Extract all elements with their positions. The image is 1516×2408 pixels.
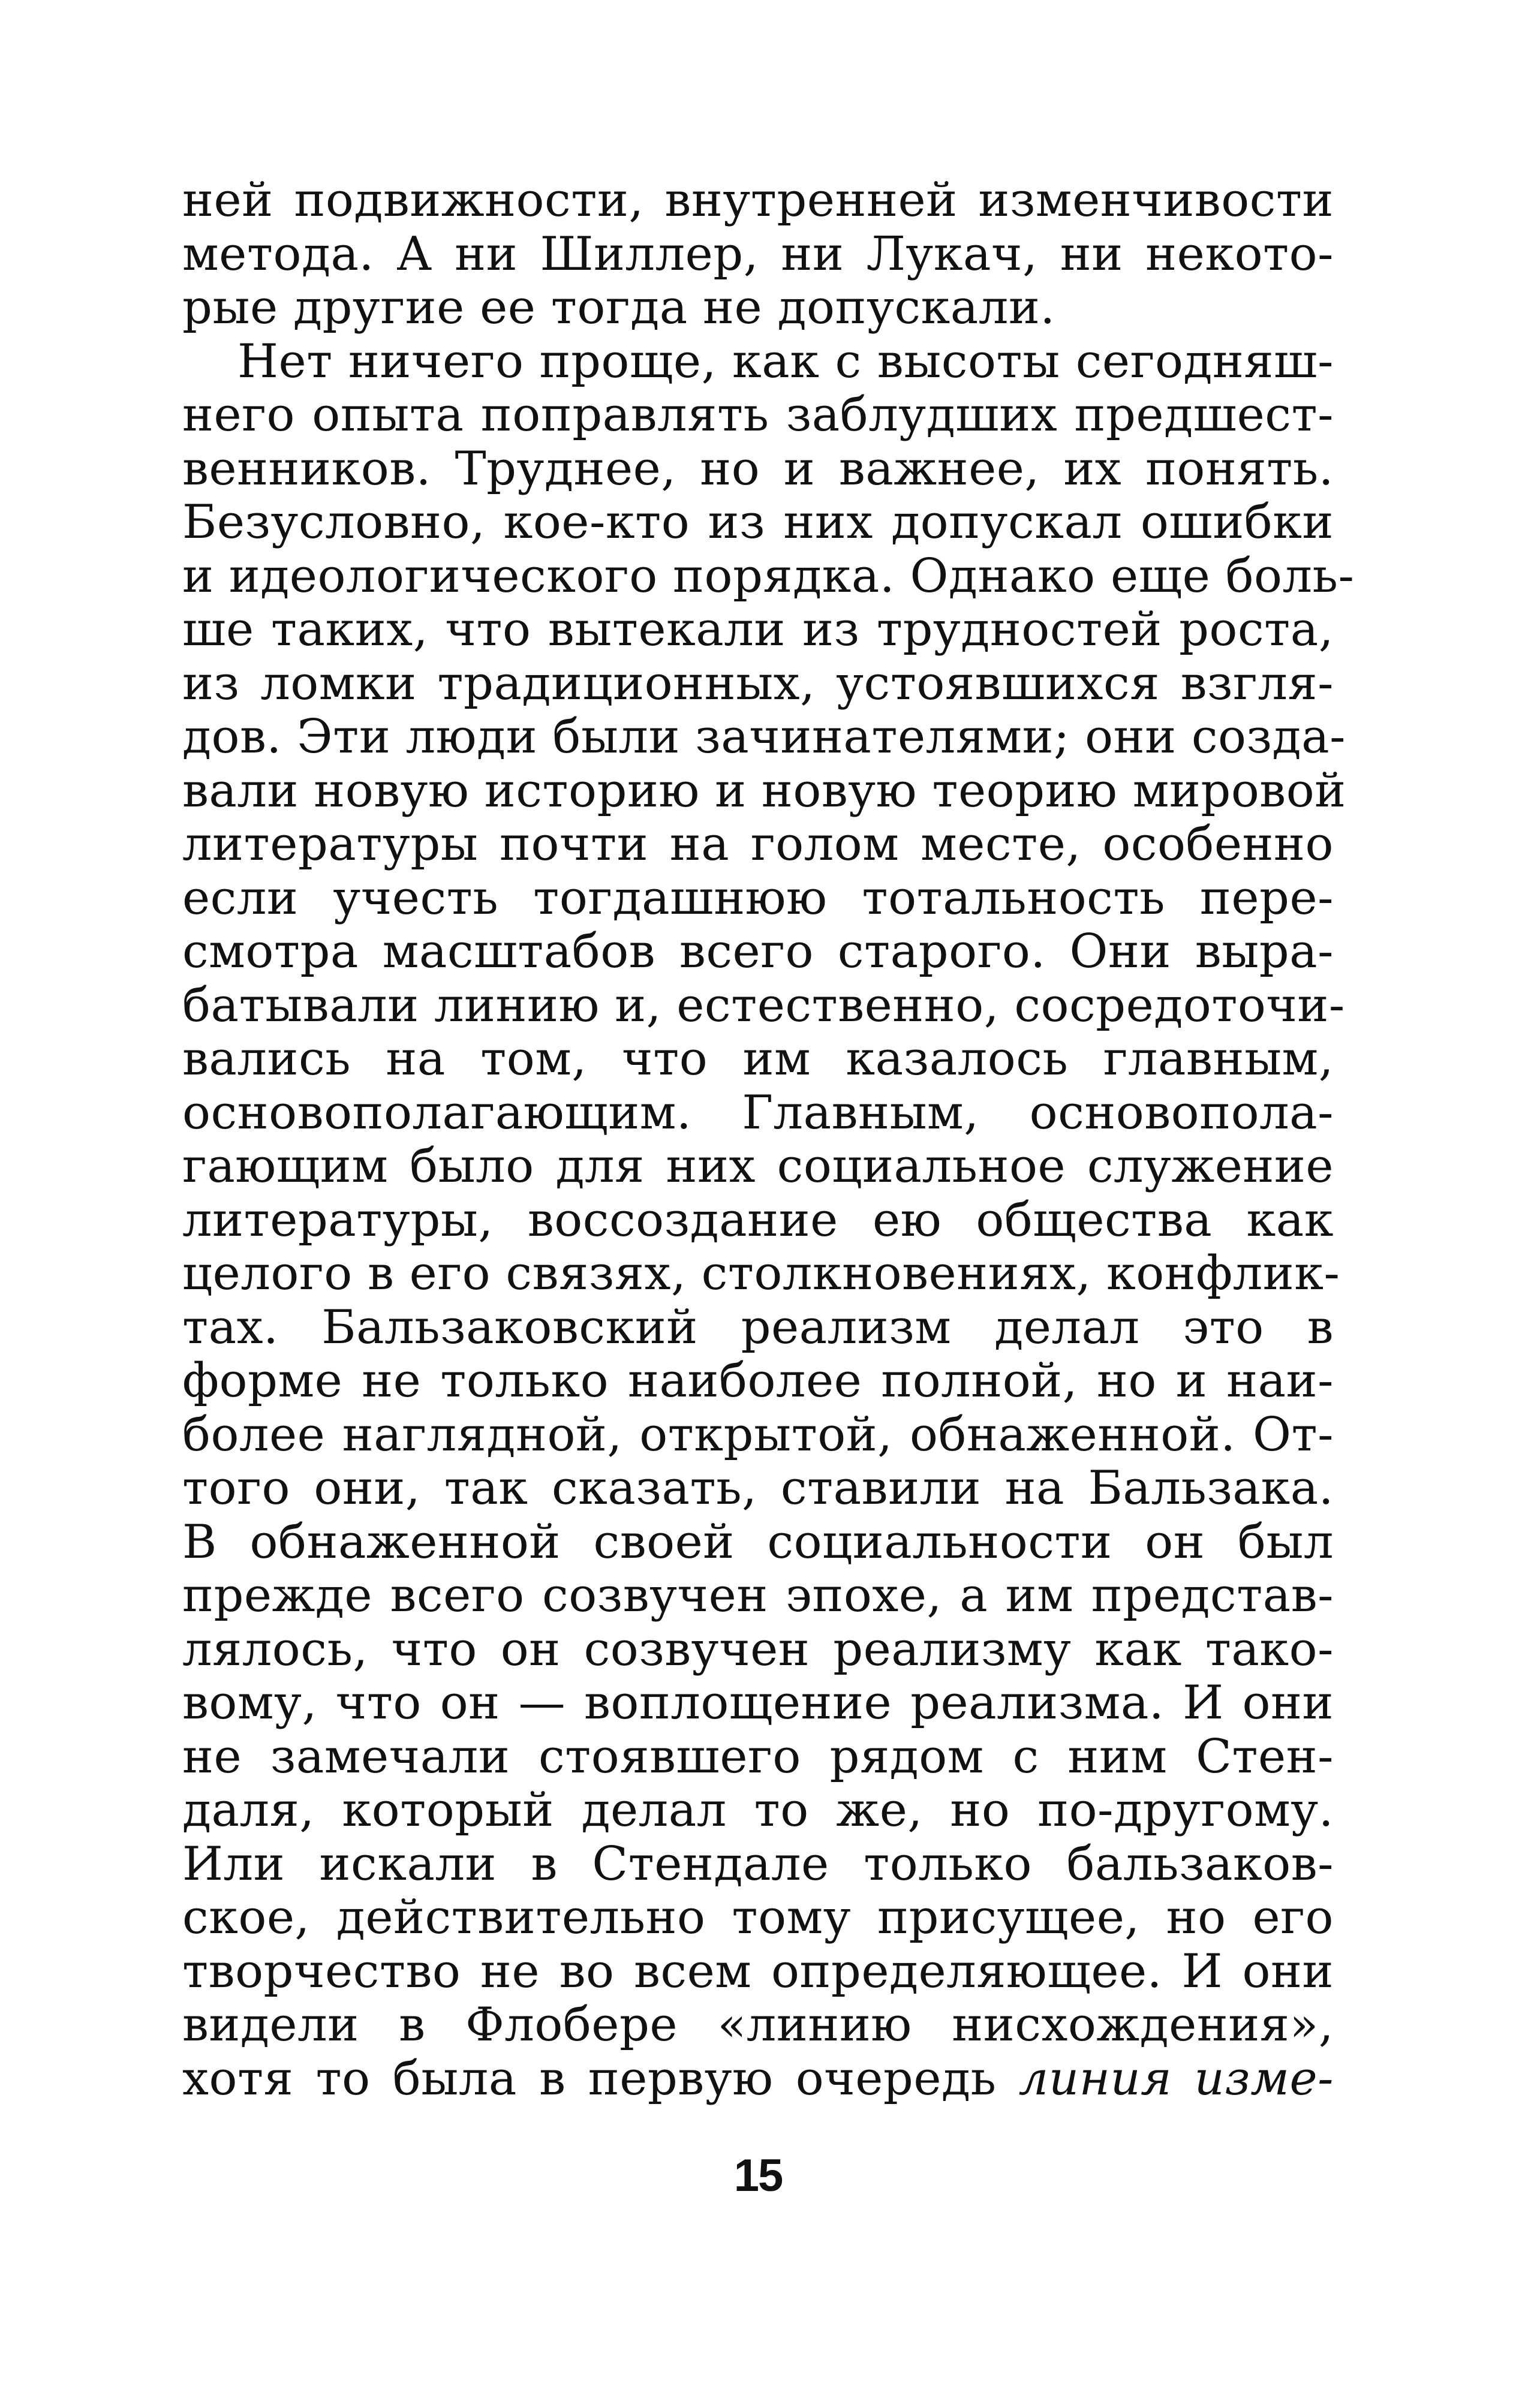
text-line [182,1676,1334,1730]
text-line [182,389,1334,443]
text-line [182,443,1334,496]
text-line [182,1462,1334,1516]
text-line-content: целого в его связях, столкновениях, конфлик- [182,1247,1340,1301]
text-line [182,496,1334,550]
text-line [182,228,1334,282]
text-line-content: Безусловно, кое-кто из них допускал ошибки [182,495,1334,549]
text-line [182,1194,1334,1248]
text-line [182,1033,1334,1086]
text-line [182,2052,1334,2106]
text-line [182,335,1334,389]
text-line-content: гающим было для них социальное служение [182,1139,1334,1193]
text-line-content: рые другие ее тогда не допускали. [182,281,1055,335]
text-line-content: ше таких, что вытекали из трудностей роста, [182,603,1334,657]
text-line-content: метода. А ни Шиллер, ни Лукач, ни некото- [182,227,1334,281]
text-line-content: тах. Бальзаковский реализм делал это в [182,1300,1334,1354]
text-line-content: того они, так сказать, ставили на Бальзака. [182,1461,1334,1515]
text-line-content: вому, что он — воплощение реализма. И они [182,1676,1334,1730]
text-line [182,763,1346,818]
text-line-content: Или искали в Стендале только бальзаков- [182,1837,1334,1891]
text-line [182,1891,1334,1945]
text-line [182,657,1334,711]
text-line-content: вались на том, что им казалось главным, [182,1032,1334,1086]
text-line [182,1516,1334,1570]
text-line [182,1086,1334,1140]
text-line [182,818,1334,872]
text-line [182,1140,1334,1194]
text-line [182,603,1334,657]
text-line-content: если учесть тогдашнюю тотальность пере- [182,871,1334,925]
text-line [182,1838,1334,1892]
body-text [182,173,1355,2106]
text-line-content: не замечали стоявшего рядом с ним Стен- [182,1729,1334,1784]
text-line-content: из ломки традиционных, устоявшихся взгля- [182,656,1334,711]
text-line [182,925,1334,979]
text-line-content: прежде всего созвучен эпохе, а им представ- [182,1569,1334,1623]
text-line-content: Нет ничего проще, как с высоты сегодняш- [237,334,1334,389]
text-line-content: В обнаженной своей социальности он был [182,1515,1334,1569]
text-line [182,710,1346,764]
text-line [182,978,1345,1033]
text-line-content: вали новую историю и новую теорию мировой [182,763,1346,818]
text-line-content: основополагающим. Главным, основопола- [182,1085,1334,1140]
text-line [182,174,1334,228]
text-line-content: венников. Труднее, но и важнее, их понять. [182,441,1334,496]
text-line-content: творчество не во всем определяющее. И они [182,1944,1334,1998]
text-line-content: более наглядной, открытой, обнаженной. От- [182,1407,1334,1462]
text-line [182,1569,1334,1623]
text-line-content: литературы почти на голом месте, особенно [182,817,1334,871]
text-line [182,1354,1334,1408]
text-line [182,1408,1334,1462]
text-line [182,1945,1334,1999]
text-line [182,549,1355,604]
page-number: 15 [733,2150,783,2201]
italic-text: линия изме- [1018,2051,1334,2106]
text-line [182,1730,1334,1784]
text-line [182,281,1334,335]
text-line-content: батывали линию и, естественно, сосредоточи- [182,978,1345,1033]
text-line-content: ней подвижности, внутренней изменчивости [182,173,1334,227]
text-line [182,1247,1340,1301]
text-line-content: и идеологического порядка. Однако еще боль- [182,549,1355,603]
text-line-content: литературы, воссоздание ею общества как [182,1193,1334,1247]
text-line-content: дов. Эти люди были зачинателями; они созда- [182,710,1346,764]
text-line-content: даля, который делал то же, но по-другому. [182,1783,1334,1837]
text-line [182,1301,1334,1355]
text-line [182,872,1334,926]
text-line-content: лялось, что он созвучен реализму как тако- [182,1622,1334,1676]
text-line-content: ское, действительно тому присущее, но его [182,1891,1334,1945]
text-line [182,1623,1334,1677]
text-line-content: него опыта поправлять заблудших предшест- [182,388,1334,442]
text-line-content: смотра масштабов всего старого. Они выра- [182,925,1334,979]
text-line-content: видели в Флобере «линию нисхождения», [182,1998,1334,2052]
text-line-content: хотя то была в первую очередь [182,2051,1019,2106]
text-line-content: форме не только наиболее полной, но и наи- [182,1354,1334,1408]
text-line [182,1784,1334,1838]
text-line [182,1998,1334,2052]
